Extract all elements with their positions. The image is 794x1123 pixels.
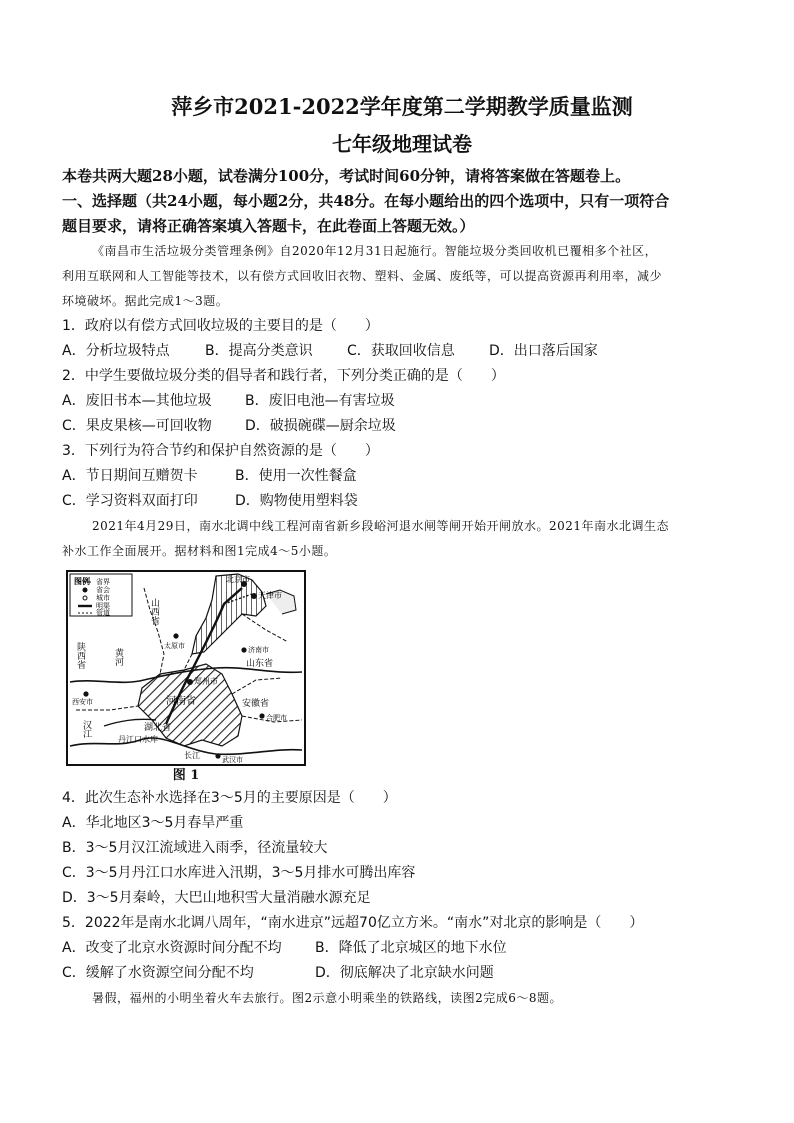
question-2-stem: 2．中学生要做垃圾分类的倡导者和践行者，下列分类正确的是（ ） bbox=[62, 368, 505, 384]
label-zhengzhou: 郑州市 bbox=[194, 677, 218, 686]
q2-option-d: D．破损碗碟—厨余垃圾 bbox=[245, 418, 396, 434]
q3-option-d: D．购物使用塑料袋 bbox=[235, 493, 358, 509]
label-shanxi: 山西省 bbox=[149, 598, 159, 625]
south-north-water-map bbox=[66, 570, 306, 766]
q2-option-a: A．废旧书本—其他垃圾 bbox=[62, 393, 212, 409]
q3-option-c: C．学习资料双面打印 bbox=[62, 493, 198, 509]
section1-heading-line1: 一、选择题（共24小题，每小题2分，共48分。在每小题给出的四个选项中，只有一项符合 bbox=[62, 192, 670, 210]
legend-item-border: 省界 bbox=[96, 578, 110, 586]
passage1-line2: 利用互联网和人工智能等技术，以有偿方式回收旧衣物、塑料、金属、废纸等，可以提高资源再利用率，减少 bbox=[62, 269, 663, 283]
question-5-options-row1 bbox=[62, 936, 742, 961]
q4-option-b: B．3～5月汉江流域进入雨季，径流量较大 bbox=[62, 840, 328, 856]
question-3 bbox=[62, 439, 742, 514]
jinan-marker bbox=[241, 647, 246, 652]
q1-option-d: D．出口落后国家 bbox=[489, 343, 598, 359]
question-1 bbox=[62, 314, 742, 364]
exam-page bbox=[62, 92, 742, 1011]
xian-marker bbox=[83, 691, 88, 696]
label-hanjiang: 汉江 bbox=[81, 720, 91, 738]
question-1-options bbox=[62, 339, 742, 364]
question-2-options-row1 bbox=[62, 389, 742, 414]
q3-option-b: B．使用一次性餐盒 bbox=[235, 468, 357, 484]
taiyuan-marker bbox=[173, 633, 178, 638]
legend-city-symbol bbox=[83, 596, 87, 600]
hefei-marker bbox=[259, 713, 264, 718]
exam-intro: 本卷共两大题28小题，试卷满分100分，考试时间60分钟，请将答案做在答题卷上。 bbox=[62, 167, 631, 185]
question-5-options-row2 bbox=[62, 961, 742, 986]
question-3-options-row2 bbox=[62, 489, 742, 514]
label-tianjin: 天津市 bbox=[258, 591, 282, 600]
q5-option-a: A．改变了北京水资源时间分配不均 bbox=[62, 940, 282, 956]
q2-option-c: C．果皮果核—可回收物 bbox=[62, 418, 212, 434]
question-2-options-row2 bbox=[62, 414, 742, 439]
q4-option-c: C．3～5月丹江口水库进入汛期，3～5月排水可腾出库容 bbox=[62, 865, 416, 881]
q1-option-a: A．分析垃圾特点 bbox=[62, 343, 170, 359]
label-henan: 河南省 bbox=[166, 696, 196, 707]
figure-1-map bbox=[66, 570, 306, 786]
section1-heading-line2: 题目要求，请将正确答案填入答题卡，在此卷面上答题无效。） bbox=[62, 217, 475, 235]
q2-option-b: B．废旧电池—有害垃圾 bbox=[245, 393, 395, 409]
legend-capital-symbol bbox=[83, 588, 88, 593]
passage2-line1: 2021年4月29日，南水北调中线工程河南省新乡段峪河退水闸等闸开始开闸放水。2021年南水北调生态 bbox=[92, 519, 669, 533]
question-3-stem: 3．下列行为符合节约和保护自然资源的是（ ） bbox=[62, 443, 379, 459]
zhengzhou-marker bbox=[187, 679, 193, 685]
label-hefei: 合肥市 bbox=[266, 714, 287, 722]
question-4-stem: 4．此次生态补水选择在3～5月的主要原因是（ ） bbox=[62, 790, 397, 806]
label-taiyuan: 太原市 bbox=[164, 642, 185, 650]
legend-title: 图例 bbox=[74, 577, 90, 586]
legend-item-capital: 省会 bbox=[96, 586, 110, 594]
legend-item-city: 城市 bbox=[96, 594, 110, 602]
wuhan-marker bbox=[215, 753, 220, 758]
question-5-stem: 5．2022年是南水北调八周年，“南水进京”远超70亿立方米。“南水”对北京的影响是（ ） bbox=[62, 915, 644, 931]
tianjin-marker bbox=[251, 593, 257, 599]
label-jinan: 济南市 bbox=[248, 646, 269, 654]
q5-option-c: C．缓解了水资源空间分配不均 bbox=[62, 965, 254, 981]
exam-subtitle: 七年级地理试卷 bbox=[332, 132, 472, 156]
question-5 bbox=[62, 911, 742, 986]
figure-1-caption: 图 1 bbox=[172, 768, 200, 783]
legend-item-pipeline: 管道 bbox=[96, 609, 110, 617]
label-hubei: 湖北省 bbox=[144, 723, 172, 733]
q5-option-d: D．彻底解决了北京缺水问题 bbox=[315, 965, 494, 981]
q1-option-c: C．获取回收信息 bbox=[347, 343, 455, 359]
label-danjiangkou: 丹江口水库 bbox=[118, 735, 158, 744]
q1-option-b: B．提高分类意识 bbox=[205, 343, 313, 359]
passage1-line3: 环境破坏。据此完成1～3题。 bbox=[62, 294, 229, 308]
label-beijing: 北京市 bbox=[226, 575, 250, 584]
label-huanghe: 黄河 bbox=[113, 648, 123, 666]
question-2 bbox=[62, 364, 742, 439]
passage2-line2: 补水工作全面展开。据材料和图1完成4～5小题。 bbox=[62, 544, 337, 558]
q4-option-a: A．华北地区3～5月春旱严重 bbox=[62, 815, 244, 831]
question-4 bbox=[62, 786, 742, 911]
label-shaanxi: 陕西省 bbox=[75, 642, 85, 669]
label-changjiang: 长江 bbox=[184, 751, 200, 760]
label-anhui: 安徽省 bbox=[242, 699, 270, 709]
q4-option-d: D．3～5月秦岭，大巴山地积雪大量消融水源充足 bbox=[62, 890, 371, 906]
legend-item-canal: 明渠 bbox=[96, 602, 110, 610]
q3-option-a: A．节日期间互赠贺卡 bbox=[62, 468, 198, 484]
label-wuhan: 武汉市 bbox=[222, 756, 243, 764]
label-xian: 西安市 bbox=[72, 698, 93, 706]
question-1-stem: 1．政府以有偿方式回收垃圾的主要目的是（ ） bbox=[62, 318, 379, 334]
question-3-options-row1 bbox=[62, 464, 742, 489]
passage3-line1: 暑假，福州的小明坐着火车去旅行。图2示意小明乘坐的铁路线，读图2完成6～8题。 bbox=[92, 991, 563, 1005]
label-shandong: 山东省 bbox=[246, 659, 274, 669]
exam-title: 萍乡市2021-2022学年度第二学期教学质量监测 bbox=[171, 94, 633, 119]
passage1-line1: 《南昌市生活垃圾分类管理条例》自2020年12月31日起施行。智能垃圾分类回收机已覆相多个社区， bbox=[92, 244, 658, 258]
q5-option-b: B．降低了北京城区的地下水位 bbox=[315, 940, 507, 956]
